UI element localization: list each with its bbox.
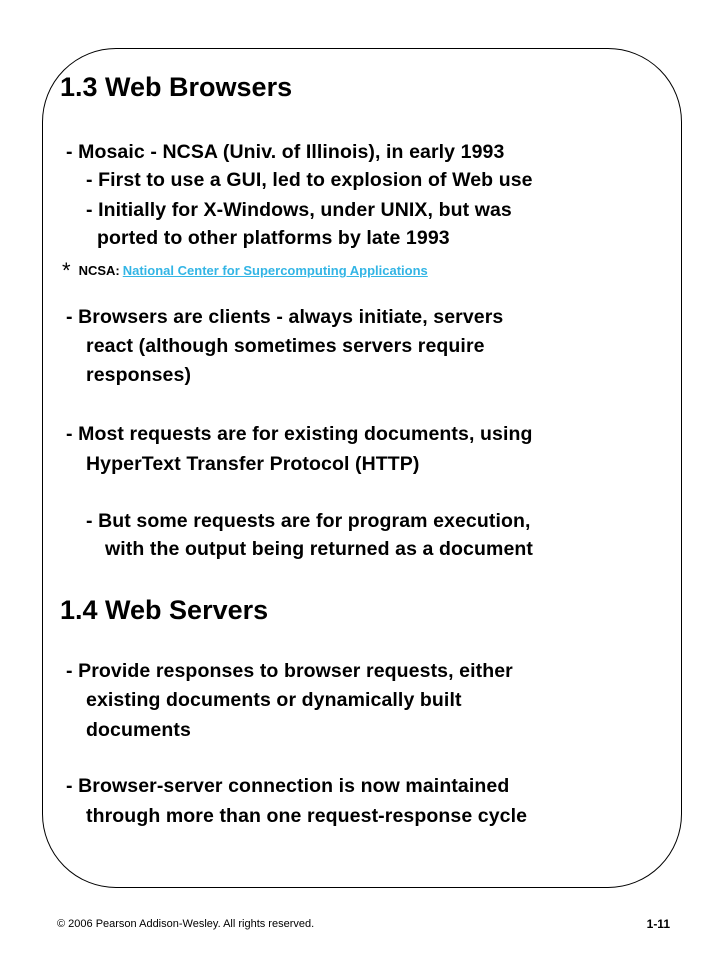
copyright-footer: © 2006 Pearson Addison-Wesley. All rights reserved. <box>57 918 315 930</box>
text-line: - But some requests are for program execution, <box>86 510 531 532</box>
ncsa-link[interactable]: National Center for Supercomputing Applications <box>122 263 428 278</box>
text-line: responses) <box>86 364 192 386</box>
text-line: ported to other platforms by late 1993 <box>97 227 450 249</box>
text-line: - Browser-server connection is now maintained <box>66 775 510 797</box>
text-line: through more than one request-response cycle <box>86 805 528 827</box>
ncsa-note <box>62 258 428 284</box>
text-line: existing documents or dynamically built <box>86 689 462 711</box>
note-label: NCSA: <box>78 263 120 278</box>
text-line: react (although sometimes servers require <box>86 335 485 357</box>
text-line: documents <box>86 719 191 741</box>
text-line: - Provide responses to browser requests, either <box>66 660 513 682</box>
text-line: - Most requests are for existing documents, using <box>66 423 533 445</box>
section-title-web-browsers: 1.3 Web Browsers <box>60 72 293 102</box>
asterisk: * <box>62 258 71 283</box>
text-line: HyperText Transfer Protocol (HTTP) <box>86 453 420 475</box>
text-line: - Initially for X-Windows, under UNIX, but was <box>86 199 512 221</box>
text-line: - Mosaic - NCSA (Univ. of Illinois), in early 1993 <box>66 141 505 163</box>
page-number: 1-11 <box>646 917 670 931</box>
text-line: with the output being returned as a document <box>105 538 533 560</box>
text-line: - Browsers are clients - always initiate, servers <box>66 306 504 328</box>
text-line: - First to use a GUI, led to explosion of Web use <box>86 169 533 191</box>
section-title-web-servers: 1.4 Web Servers <box>60 595 269 625</box>
